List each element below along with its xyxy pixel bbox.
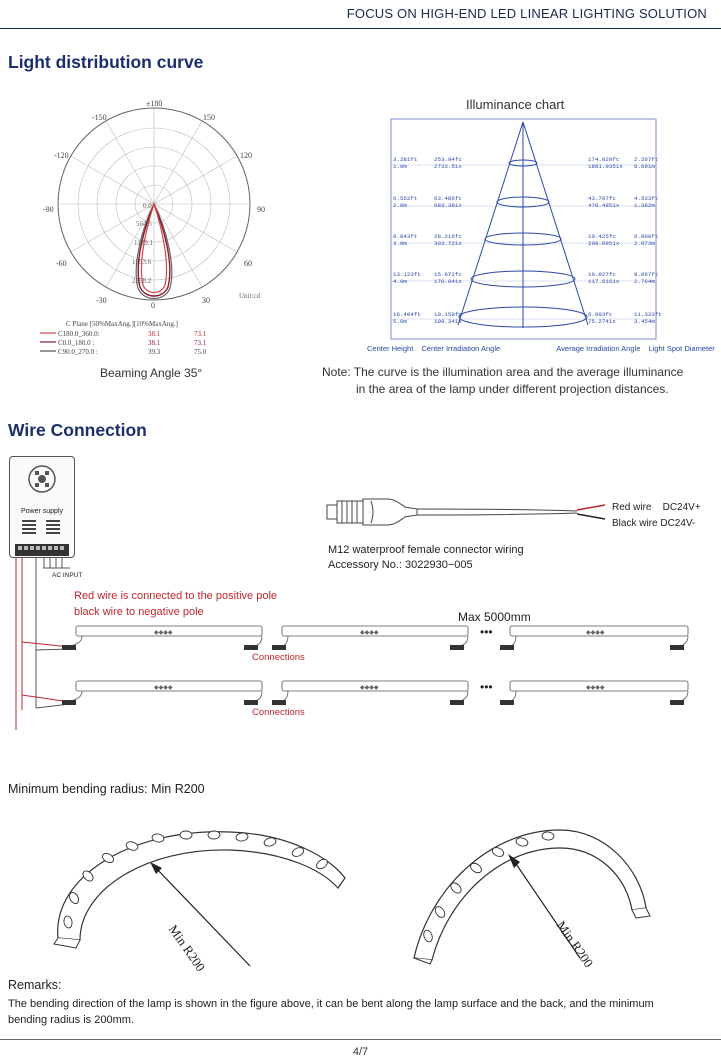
illum-c1-3: 15.872fc [434,271,462,278]
illum-h1-0: 3.281ft [393,156,418,163]
polar-radial-1: 564.5 [136,220,152,228]
svg-text:◆◆◆◆: ◆◆◆◆ [360,685,379,691]
illum-c2-3: 170.841x [434,278,462,285]
illum-a1-0: 174.829fc [588,156,620,163]
wiring-instruction-2: black wire to negative pole [74,606,204,618]
illum-c1-1: 63.486fc [434,195,462,202]
polar-label-p120: 120 [240,151,252,160]
illum-a1-1: 43.707fc [588,195,616,202]
illum-d2-1: 1.382m [634,202,655,209]
legend-a50-c0: 38.1 [148,339,161,347]
polar-label-p90: 90 [257,205,265,214]
ellipsis-row-1: ••• [480,625,493,639]
power-supply-label: Power supply [20,508,64,515]
illum-c2-4: 109.341x [434,318,462,325]
connections-label-1: Connections [252,652,305,663]
polar-label-p30: 30 [202,296,210,305]
illum-d2-2: 2.073m [634,240,655,247]
illum-a2-3: 117.6161x [588,278,620,285]
note-line-2: in the area of the lamp under different projection distances. [356,382,669,396]
illum-d2-0: 0.691m [634,163,655,170]
illum-a2-1: 470.4851x [588,202,620,209]
page-header [0,0,721,28]
illum-d1-0: 2.267ft [634,156,659,163]
red-wire-value: DC24V+ [662,502,701,513]
polar-radial-3: 1693.6 [132,258,152,266]
illum-h2-2: 3.0m [393,240,407,247]
illum-d1-3: 9.067ft [634,271,659,278]
bending-title: Minimum bending radius: Min R200 [8,782,205,796]
illum-a1-3: 10.927fc [588,271,616,278]
remarks-title: Remarks: [8,978,62,992]
illum-h2-4: 5.0m [393,318,407,325]
max-length-label: Max 5000mm [458,610,531,624]
svg-text:◆◆◆◆: ◆◆◆◆ [154,630,173,636]
ellipsis-row-2: ••• [480,680,493,694]
connector-caption-2: Accessory No.: 3022930−005 [328,559,473,571]
illum-c2-2: 303.721x [434,240,462,247]
illum-c1-2: 28.216fc [434,233,462,240]
polar-label-m90: -90 [43,205,54,214]
illum-h2-3: 4.0m [393,278,407,285]
illuminance-chart [390,118,662,340]
red-wire-label [612,502,701,513]
bending-diagram-right [400,818,680,971]
polar-diagram [30,98,278,358]
illum-h1-3: 13.123ft [393,271,421,278]
bending-diagram-left [40,818,360,968]
illum-h2-0: 1.0m [393,163,407,170]
black-wire-value: DC24V- [660,518,696,529]
led-strip-row-1 [62,618,717,658]
connections-label-2: Connections [252,707,305,718]
black-wire-text: Black wire [612,518,658,529]
polar-label-m60: -60 [56,259,67,268]
illum-a1-4: 6.993fc [588,311,613,318]
legend-a10-c0: 73.1 [194,339,207,347]
illuminance-title: Illuminance chart [466,97,565,112]
svg-text:◆◆◆◆: ◆◆◆◆ [586,685,605,691]
led-strip-row-2 [62,673,717,713]
illum-c1-4: 10.158fc [434,311,462,318]
polar-label-m120: -120 [54,151,69,160]
page-number: 4/7 [352,1046,369,1058]
illum-d1-2: 6.800ft [634,233,659,240]
illum-footer-spot: Light Spot Diameter [648,344,715,353]
legend-plane-c180: C180.0_360.0: [58,330,100,338]
header-rule [0,28,721,29]
wiring-instruction-1: Red wire is connected to the positive pole [74,590,278,602]
illum-h2-1: 2.0m [393,202,407,209]
legend-a10-c180: 73.1 [194,330,207,338]
illum-d1-4: 11.333ft [634,311,662,318]
polar-unit: Unit:cd [239,292,260,300]
polar-radial-2: 1129.1 [134,239,153,247]
ac-input-label: AC INPUT [52,572,83,579]
illum-footer-avg-angle: Average Irradiation Angle [556,344,641,353]
power-supply-unit [9,456,75,558]
legend-a10-c90: 75.0 [194,348,207,356]
svg-text:◆◆◆◆: ◆◆◆◆ [586,630,605,636]
illum-h1-4: 16.404ft [393,311,421,318]
illum-h1-1: 6.562ft [393,195,418,202]
polar-label-p150: 150 [203,113,215,122]
illum-footer-center-height: Center Height [367,344,414,353]
illum-a1-2: 19.425fc [588,233,616,240]
legend-plane-c90: C90.0_270.0 : [58,348,98,356]
bend-label-left-r: R200 [180,942,209,975]
illum-h1-2: 9.843ft [393,233,418,240]
svg-text:◆◆◆◆: ◆◆◆◆ [360,630,379,636]
black-wire-label [612,518,695,529]
bend-label-right-min: Min [553,918,579,945]
header-title: FOCUS ON HIGH-END LED LINEAR LIGHTING SOLUTION [346,6,707,21]
remarks-line-1: The bending direction of the lamp is shown in the figure above, it can be bent along the lamp surface and the back, and the minimum [8,998,654,1010]
polar-radial-0: 0.0 [143,202,152,210]
wire-connection-title: Wire Connection [8,420,147,440]
illum-c1-0: 253.94fc [434,156,462,163]
legend-a50-c90: 39.3 [148,348,161,356]
connector-caption-1: M12 waterproof female connector wiring [328,544,524,556]
polar-label-0: 0 [151,301,155,310]
light-distribution-title: Light distribution curve [8,52,204,72]
remarks-body [8,996,713,1028]
illum-d2-4: 3.454m [634,318,655,325]
legend-plane-c0: C0.0_180.0 : [58,339,95,347]
m12-connector [325,493,615,535]
illum-c2-0: 2733.51x [434,163,462,170]
illum-a2-4: 75.2741x [588,318,616,325]
svg-text:◆◆◆◆: ◆◆◆◆ [154,685,173,691]
polar-label-m150: -150 [92,113,107,122]
illum-footer-center-angle: Center Irradiation Angle [421,344,501,353]
polar-legend-header: C Plane [50%MaxAng.][10%MaxAng.] [66,320,178,328]
remarks-line-2: bending radius is 200mm. [8,1014,134,1026]
illum-d1-1: 4.533ft [634,195,659,202]
polar-label-p60: 60 [244,259,252,268]
bend-label-right-r: R200 [568,938,597,971]
note-line-1: Note: The curve is the illumination area and the average illuminance [322,365,684,379]
beam-angle-caption: Beaming Angle 35° [100,366,203,380]
illum-a2-2: 209.0951x [588,240,620,247]
illuminance-footer [367,344,715,353]
polar-label-180: ±180 [146,99,163,108]
legend-a50-c180: 38.1 [148,330,161,338]
bend-label-left-min: Min [165,922,191,949]
illum-a2-0: 1881.9351x [588,163,623,170]
polar-label-m30: -30 [96,296,107,305]
illum-d2-3: 2.764m [634,278,655,285]
illum-c2-1: 683.381x [434,202,462,209]
polar-radial-4: 2258.2 [132,277,152,285]
illuminance-note [322,364,717,398]
footer-rule [0,1039,721,1040]
red-wire-text: Red wire [612,502,652,513]
